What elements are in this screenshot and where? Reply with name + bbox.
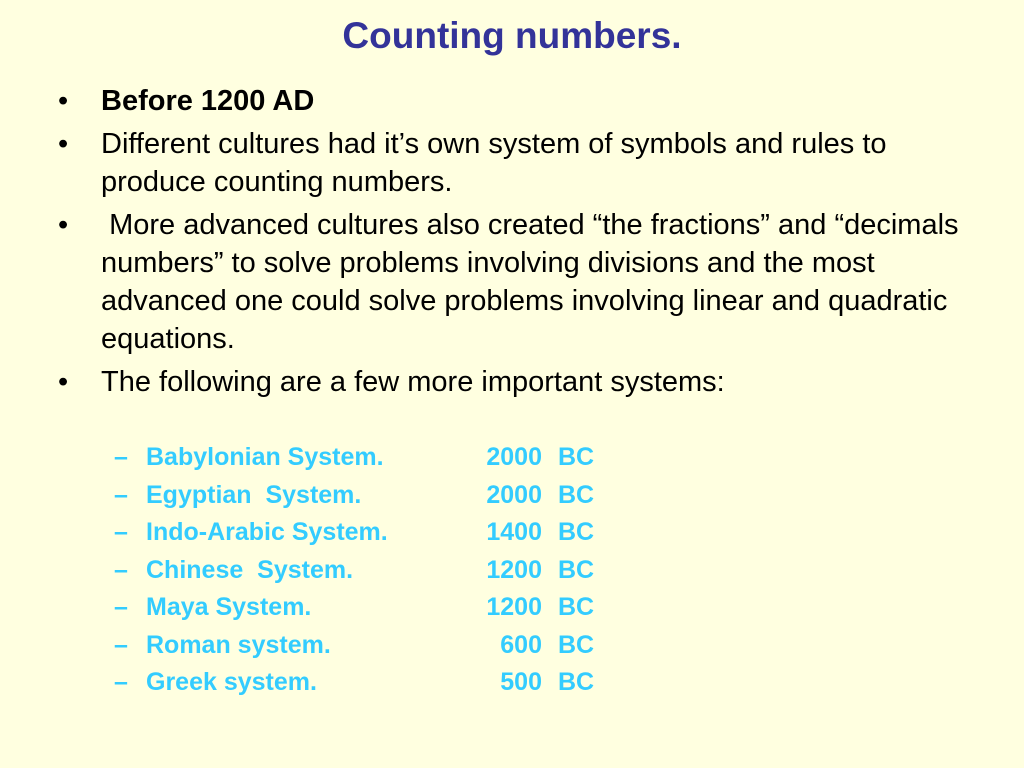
system-era: BC [558,630,595,659]
bullet-text: Different cultures had it’s own system of symbols and rules to produce counting numbers. [101,128,887,198]
bullet-text: The following are a few more important systems: [101,366,725,398]
bullet-text: More advanced cultures also created “the fractions” and “decimals numbers” to solve problems involving divisions and the most advanced one could solve problems involving linear and quadratic equations. [101,209,967,355]
system-name: Egyptian System. [146,480,362,509]
system-item-chinese [0,554,1024,592]
system-name: Roman system. [146,630,331,659]
slide-title: Counting numbers. [342,15,682,56]
system-year: 1200 [486,593,542,621]
dash-marker: – [114,630,128,659]
system-item-maya [0,591,1024,629]
dash-marker: – [114,668,128,696]
dash-marker: – [114,593,128,621]
bullet-list [0,82,1024,406]
bullet-marker: • [58,85,69,117]
system-era: BC [558,593,595,621]
system-era: BC [558,518,595,546]
system-year: 2000 [486,443,542,471]
system-item-indo-arabic [0,516,1024,554]
dash-marker: – [114,480,128,509]
bullet-marker: • [58,128,69,160]
systems-list [0,441,1024,704]
system-era: BC [558,443,595,471]
system-item-roman [0,629,1024,667]
system-era: BC [558,480,595,509]
system-year: 600 [500,630,542,659]
system-era: BC [558,555,595,584]
bullet-item [0,363,1024,401]
bullet-marker: • [58,209,69,241]
bullet-item [0,82,1024,120]
bullet-item [0,125,1024,201]
bullet-item [0,206,1024,358]
system-item-greek [0,666,1024,704]
bullet-text: Before 1200 AD [101,85,315,117]
system-name: Maya System. [146,593,312,621]
system-item-egyptian [0,479,1024,517]
dash-marker: – [114,555,128,584]
system-name: Chinese System. [146,555,354,584]
system-year: 1400 [486,518,542,546]
system-name: Babylonian System. [146,443,384,471]
system-item-babylonian [0,441,1024,479]
system-year: 500 [500,668,542,696]
system-year: 2000 [486,480,542,509]
system-name: Indo-Arabic System. [146,518,388,546]
dash-marker: – [114,443,128,471]
bullet-marker: • [58,366,69,398]
system-era: BC [558,668,595,696]
system-year: 1200 [486,555,542,584]
system-name: Greek system. [146,668,317,696]
dash-marker: – [114,518,128,546]
